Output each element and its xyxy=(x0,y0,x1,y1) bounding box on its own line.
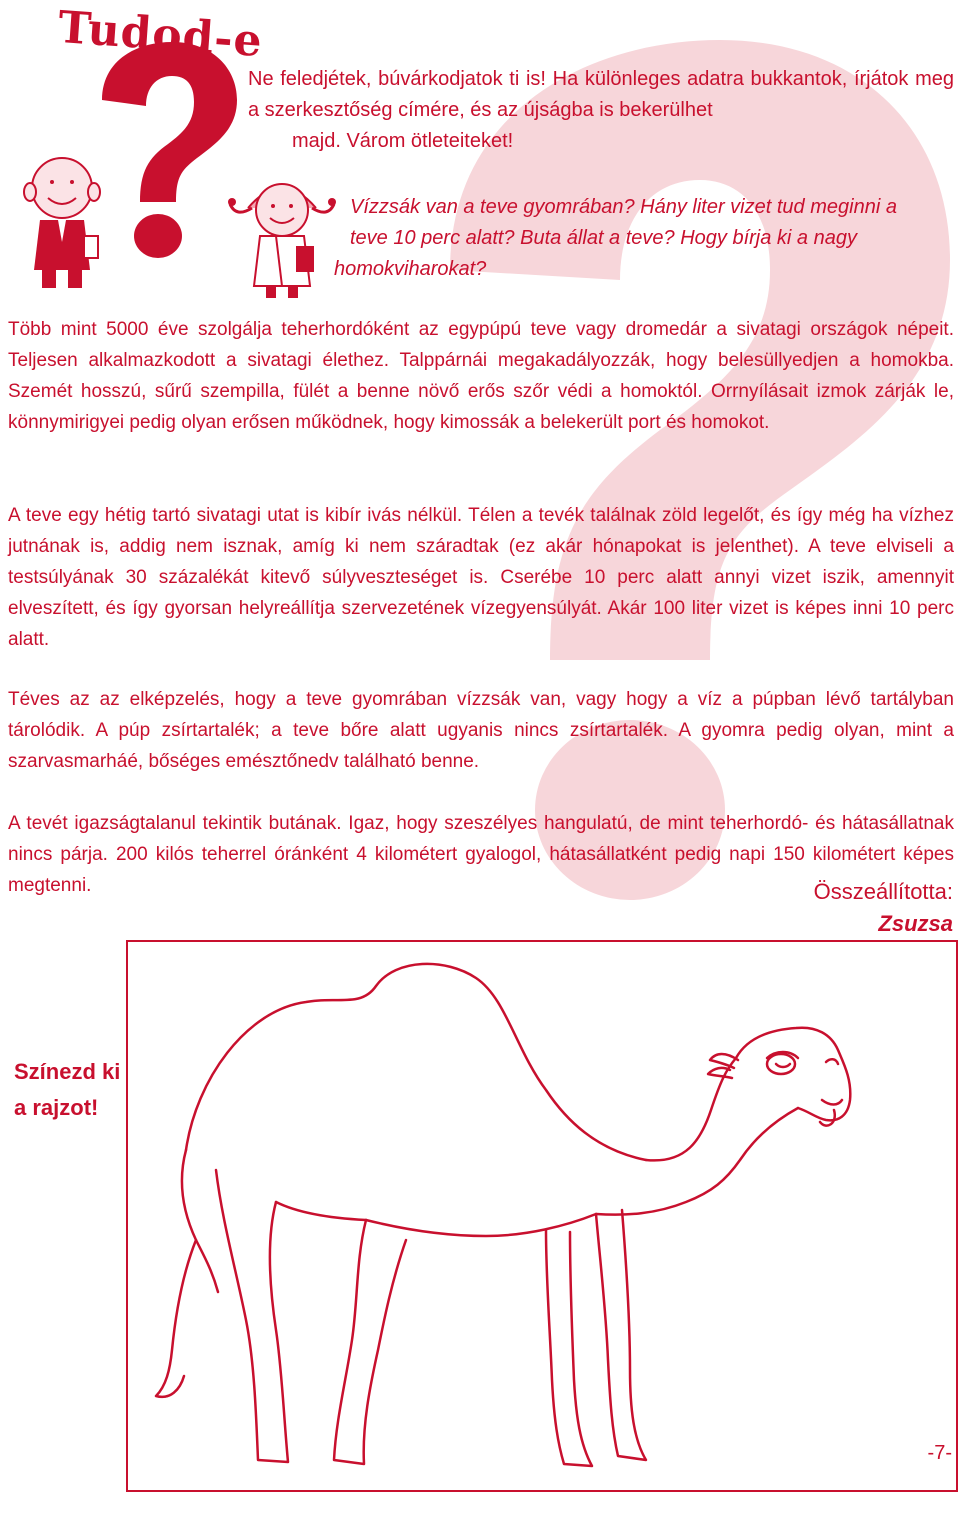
paragraph-adaptation: Több mint 5000 éve szolgálja teherhordóként az egypúpú teve vagy dromedár a sivatagi országok népeit. Teljesen alkalmazkodott a sivatagi élethez. Talppárnái megakadályozzák, hogy belesüllyedjen a homokba. Szemét hosszú, sűrű szempilla, fülét a benne növő erős szőr védi a homoktól. Orrnyílásait izmok zárják le, könnymirigyei pedig olyan erősen működnek, hogy kimossák a belekerült port és homokot. xyxy=(8,319,954,433)
coloring-line-2: a rajzot! xyxy=(14,1095,99,1120)
question-mark-icon xyxy=(92,40,242,260)
questions-line-3: homokviharokat? xyxy=(334,258,487,280)
header-title: Tudod-e xyxy=(56,2,265,68)
credit xyxy=(814,876,953,940)
intro-text xyxy=(248,64,954,157)
questions-text xyxy=(334,192,956,285)
boy-illustration-icon xyxy=(14,152,110,292)
credit-author: Zsuzsa xyxy=(878,911,953,936)
girl-illustration-icon xyxy=(226,168,338,298)
coloring-line-1: Színezd ki xyxy=(14,1059,121,1084)
questions-line-2: teve 10 perc alatt? Buta állat a teve? Hogy bírja ki a nagy xyxy=(350,227,857,249)
credit-label: Összeállította: xyxy=(813,879,953,904)
questions-line-1: Vízzsák van a teve gyomrában? Hány liter vizet tud meginni a xyxy=(350,196,897,218)
camel-drawing-icon xyxy=(126,940,958,1492)
intro-line-1: Ne feledjétek, búvárkodjatok ti is! Ha különleges adatra bukkantok, xyxy=(248,68,848,90)
page-number: -7- xyxy=(927,1442,952,1464)
coloring-instruction xyxy=(14,1054,124,1126)
paragraph-hump: Téves az az elképzelés, hogy a teve gyomrában vízzsák van, vagy hogy a víz a púpban lévő tartályban tárolódik. A púp zsírtartalék; a teve bőre alatt ugyanis nincs zsírtartalék. A gyomra pedig olyan, mint a szarvasmarháé, bőséges emésztőnedv található benne. xyxy=(8,689,954,772)
intro-line-2: írjátok meg a szerkesztőség címére, és az újságba is bekerülhet xyxy=(248,68,955,121)
paragraph-water: A teve egy hétig tartó sivatagi utat is kibír ivás nélkül. Télen a tevék találnak zöld legelőt, és így még ha vízhez jutnának is, addig nem isznak, amíg ki nem száradtak (ez akár hónapokat is jelenthet). A teve elviseli a testsúlyának 30 százalékát kitevő súlyveszteséget is. Cserébe 10 perc alatt annyi vizet iszik, amennyit elveszített, és így gyorsan helyreállítja szervezetének vízegyensúlyát. Akár 100 liter vizet is képes inni 10 perc alatt. xyxy=(8,505,954,650)
paragraph-intelligence: A tevét igazságtalanul tekintik butának. Igaz, hogy szeszélyes hangulatú, de mint teherhordó- és hátasállatnak nincs párja. 200 kilós teherrel óránként 4 kilométert gyalogol, hátasállatként pedig napi 150 kilométert képes megtenni. xyxy=(8,813,954,896)
intro-line-3: majd. Várom ötleteiteket! xyxy=(292,130,514,152)
